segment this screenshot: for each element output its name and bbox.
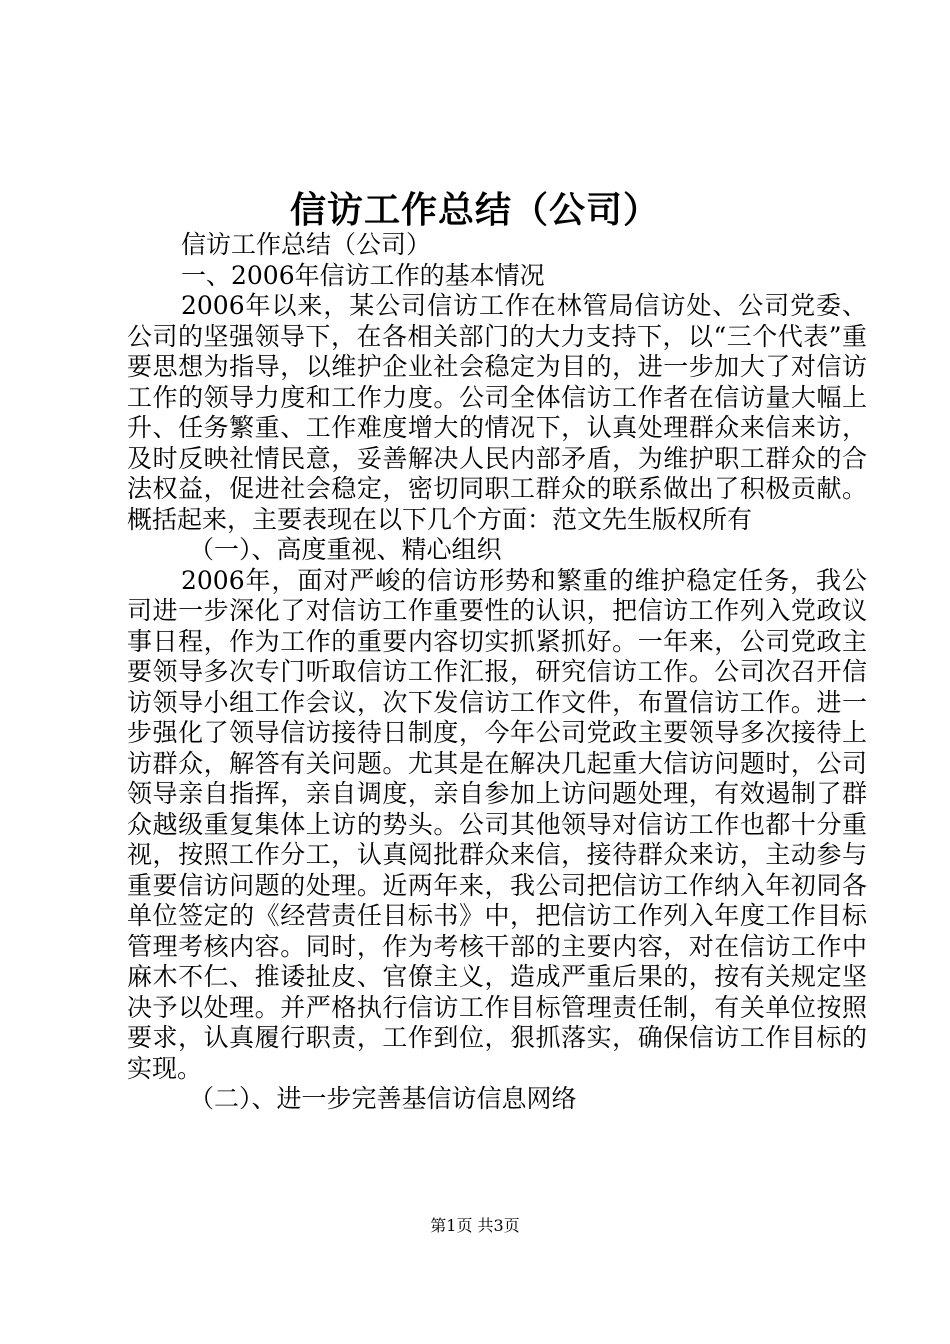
document-title: 信访工作总结（公司） xyxy=(289,189,660,231)
subtitle-paragraph: 信访工作总结（公司） xyxy=(181,230,432,259)
body-paragraph-1: 2006年以来，某公司信访工作在林管局信访处、公司党委、公司的坚强领导下，在各相关部门的大力支持下，以“三个代表”重要思想为指导，以维护企业社会稳定为目的，进一步加大了对信访工作的领导力度和工作力度。公司全体信访工作者在信访量大幅上升、任务繁重、工作难度增大的情况下，认真处理群众来信来访，及时反映社情民意，妥善解决人民内部矛盾，为维护职工群众的合法权益，促进社会稳定，密切同职工群众的联系做出了积极贡献。概括起来，主要表现在以下几个方面：范文先生版权所有 xyxy=(127,291,867,534)
body-paragraph-2: 2006年，面对严峻的信访形势和繁重的维护稳定任务，我公司进一步深化了对信访工作重要性的认识，把信访工作列入党政议事日程，作为工作的重要内容切实抓紧抓好。一年来，公司党政主要领导多次专门听取信访工作汇报，研究信访工作。公司次召开信访领导小组工作会议，次下发信访工作文件，布置信访工作。进一步强化了领导信访接待日制度，今年公司党政主要领导多次接待上访群众，解答有关问题。尤其是在解决几起重大信访问题时，公司领导亲自指挥，亲自调度，亲自参加上访问题处理，有效遏制了群众越级重复集体上访的势头。公司其他领导对信访工作也都十分重视，按照工作分工，认真阅批群众来信，接待群众来访，主动参与重要信访问题的处理。近两年来，我公司把信访工作纳入年初同各单位签定的《经营责任目标书》中，把信访工作列入年度工作目标管理考核内容。同时，作为考核干部的主要内容，对在信访工作中麻木不仁、推诿扯皮、官僚主义，造成严重后果的，按有关规定坚决予以处理。并严格执行信访工作目标管理责任制，有关单位按照要求，认真履行职责，工作到位，狠抓落实，确保信访工作目标的实现。 xyxy=(127,565,867,1083)
subsection-heading-1: （一）、高度重视、精心组织 xyxy=(189,535,502,564)
subsection-heading-2: （二）、进一步完善基信访信息网络 xyxy=(189,1084,577,1113)
document-body xyxy=(127,230,867,1115)
section-heading-1: 一、2006年信访工作的基本情况 xyxy=(181,260,545,290)
page-footer: 第1页 共3页 xyxy=(430,1216,520,1235)
